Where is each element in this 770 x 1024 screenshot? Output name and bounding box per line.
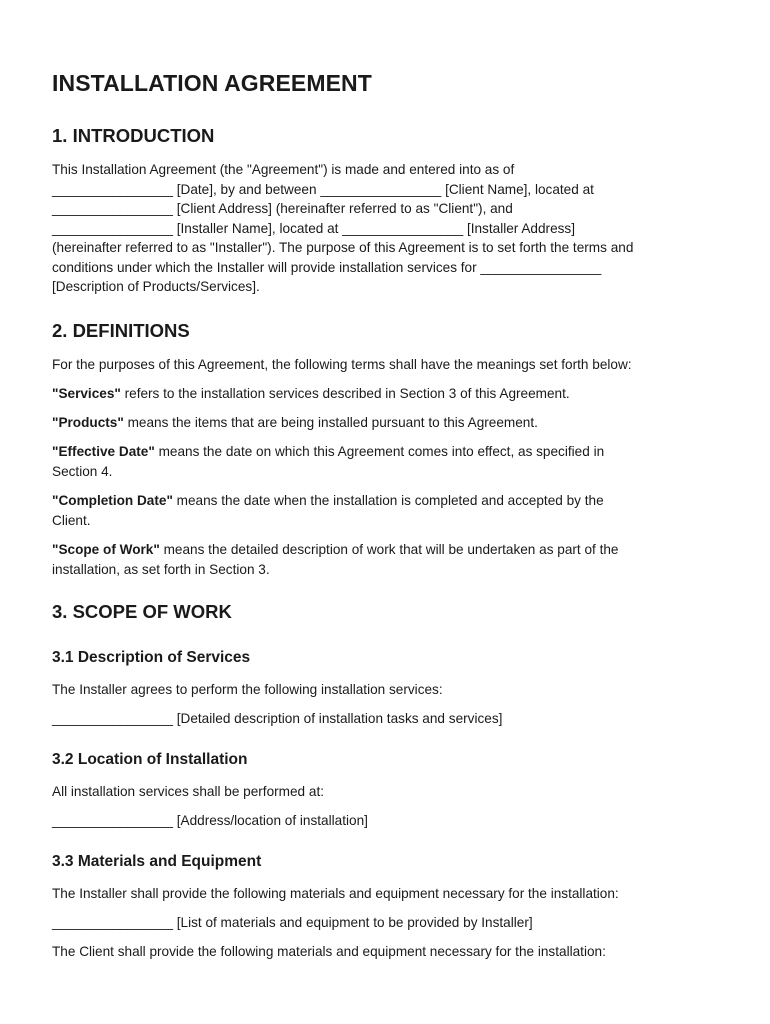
client-materials-line: The Client shall provide the following materials and equipment necessary for the installation: bbox=[52, 944, 606, 959]
materials-line: The Installer shall provide the following materials and equipment necessary for the installation: bbox=[52, 886, 619, 901]
materials-text bbox=[52, 884, 732, 904]
definition-text: refers to the installation services described in Section 3 of this Agreement. bbox=[120, 386, 570, 401]
subsection-heading-materials: 3.3 Materials and Equipment bbox=[52, 853, 262, 870]
definition-products bbox=[52, 413, 732, 433]
intro-line: (hereinafter referred to as "Installer"). The purpose of this Agreement is to set forth the terms and bbox=[52, 240, 634, 255]
location-blank bbox=[52, 811, 732, 831]
intro-line: conditions under which the Installer will provide installation services for ________________ bbox=[52, 259, 602, 275]
intro-line: ________________ [Date], by and between ________________ [Client Name], located at bbox=[52, 181, 594, 197]
definition-term: "Scope of Work" bbox=[52, 542, 160, 557]
definitions-intro bbox=[52, 355, 732, 375]
section-heading-definitions: 2. DEFINITIONS bbox=[52, 320, 190, 341]
description-blank bbox=[52, 709, 732, 729]
intro-line: ________________ [Installer Name], located at ________________ [Installer Address] bbox=[52, 220, 575, 236]
client-materials-text bbox=[52, 942, 732, 962]
definition-effective-date bbox=[52, 442, 732, 481]
subsection-heading-location: 3.2 Location of Installation bbox=[52, 751, 248, 768]
intro-line: This Installation Agreement (the "Agreement") is made and entered into as of bbox=[52, 162, 515, 177]
definition-text: means the items that are being installed pursuant to this Agreement. bbox=[123, 415, 538, 430]
description-blank-line: ________________ [Detailed description of installation tasks and services] bbox=[52, 711, 503, 726]
location-blank-line: ________________ [Address/location of installation] bbox=[52, 813, 368, 828]
intro-line: [Description of Products/Services]. bbox=[52, 279, 260, 294]
document-title: INSTALLATION AGREEMENT bbox=[52, 70, 372, 96]
description-line: The Installer agrees to perform the following installation services: bbox=[52, 682, 443, 697]
definition-term: "Services" bbox=[52, 386, 121, 401]
definition-text: means the date when the installation is completed and accepted by the bbox=[172, 493, 604, 508]
location-line: All installation services shall be performed at: bbox=[52, 784, 325, 799]
section-heading-scope-of-work: 3. SCOPE OF WORK bbox=[52, 601, 232, 622]
definition-scope-of-work bbox=[52, 540, 732, 579]
description-text bbox=[52, 680, 732, 700]
intro-line: ________________ [Client Address] (hereinafter referred to as "Client"), and bbox=[52, 201, 513, 216]
introduction-paragraph bbox=[52, 160, 732, 297]
materials-blank bbox=[52, 913, 732, 933]
definition-term: "Completion Date" bbox=[52, 493, 173, 508]
definition-completion-date bbox=[52, 491, 732, 530]
subsection-heading-description: 3.1 Description of Services bbox=[52, 649, 251, 666]
definition-text: means the date on which this Agreement comes into effect, as specified in bbox=[154, 444, 605, 459]
definition-text: installation, as set forth in Section 3. bbox=[52, 561, 270, 577]
section-heading-introduction: 1. INTRODUCTION bbox=[52, 125, 215, 146]
definition-text: means the detailed description of work that will be undertaken as part of the bbox=[159, 542, 619, 557]
materials-blank-line: ________________ [List of materials and equipment to be provided by Installer] bbox=[52, 915, 533, 930]
definitions-intro-text: For the purposes of this Agreement, the following terms shall have the meanings set forth below: bbox=[52, 357, 632, 372]
definition-services bbox=[52, 384, 732, 404]
location-text bbox=[52, 782, 732, 802]
definition-text: Client. bbox=[52, 512, 91, 528]
definition-term: "Products" bbox=[52, 415, 124, 430]
definition-text: Section 4. bbox=[52, 463, 113, 479]
definition-term: "Effective Date" bbox=[52, 444, 155, 459]
